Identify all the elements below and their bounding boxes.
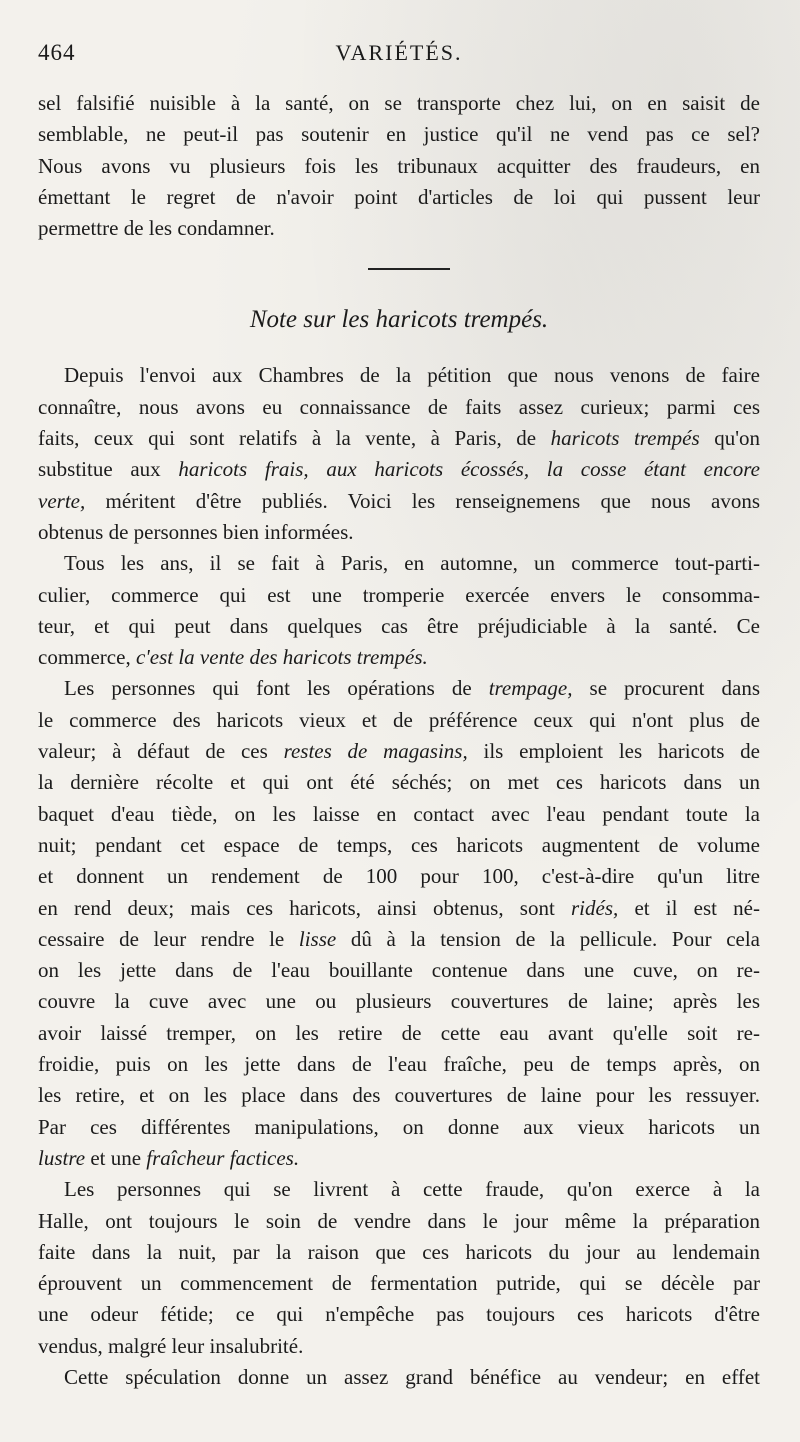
text-line: semblable, ne peut-il pas soutenir en justice qu'il ne vend pas ce sel? bbox=[38, 122, 760, 147]
paragraph-4 bbox=[38, 1174, 760, 1362]
text-line bbox=[38, 642, 760, 673]
text-run: et une bbox=[85, 1145, 147, 1170]
text-run: se procurent dans bbox=[572, 676, 760, 701]
text-line: culier, commerce qui est une tromperie exercée envers le consomma- bbox=[38, 582, 760, 607]
text-line bbox=[38, 1143, 760, 1174]
text-run: en rend deux; mais ces haricots, ainsi obtenus, sont bbox=[38, 895, 571, 920]
text-line: les retire, et on les place dans des couvertures de laine pour les ressuyer. bbox=[38, 1083, 760, 1108]
text-run: méritent d'être publiés. Voici les renseignemens que nous avons bbox=[85, 488, 760, 513]
paragraph-2 bbox=[38, 548, 760, 673]
text-run: substitue aux bbox=[38, 457, 179, 482]
text-line bbox=[38, 893, 760, 924]
text-line: la dernière récolte et qui ont été séchés; on met ces haricots dans un bbox=[38, 770, 760, 795]
italic-run: fraîcheur factices. bbox=[146, 1145, 300, 1170]
page-header bbox=[38, 40, 760, 80]
text-line: émettant le regret de n'avoir point d'articles de loi qui pussent leur bbox=[38, 184, 760, 209]
text-line bbox=[38, 736, 760, 767]
italic-run: trempage, bbox=[488, 676, 573, 701]
text-line: Les personnes qui se livrent à cette fraude, qu'on exerce à la bbox=[64, 1177, 760, 1202]
text-line: Nous avons vu plusieurs fois les tribunaux acquitter des fraudeurs, en bbox=[38, 153, 760, 178]
italic-run: ridés, bbox=[571, 895, 619, 920]
italic-run: lisse bbox=[298, 926, 337, 951]
text-line: une odeur fétide; ce qui n'empêche pas toujours ces haricots d'être bbox=[38, 1302, 760, 1327]
text-run: dû à la tension de la pellicule. Pour cela bbox=[336, 926, 760, 951]
text-line bbox=[38, 423, 760, 454]
text-line bbox=[38, 924, 760, 955]
text-line bbox=[38, 673, 760, 704]
text-run: ils emploient les haricots de bbox=[467, 739, 760, 764]
text-line: baquet d'eau tiède, on les laisse en contact avec l'eau pendant toute la bbox=[38, 801, 760, 826]
text-line: Depuis l'envoi aux Chambres de la pétition que nous venons de faire bbox=[64, 363, 760, 388]
italic-run: haricots trempés bbox=[550, 426, 700, 451]
text-line: permettre de les condamner. bbox=[38, 216, 275, 241]
section-title: Note sur les haricots trempés. bbox=[249, 306, 549, 334]
text-line: connaître, nous avons eu connaissance de faits assez curieux; parmi ces bbox=[38, 394, 760, 419]
text-run: qu'on bbox=[699, 426, 760, 451]
text-line: Cette spéculation donne un assez grand bénéfice au vendeur; en effet bbox=[64, 1364, 760, 1389]
text-line: faite dans la nuit, par la raison que ces haricots du jour au lendemain bbox=[38, 1239, 760, 1264]
continuation-paragraph bbox=[38, 88, 760, 244]
text-line: sel falsifié nuisible à la santé, on se transporte chez lui, on en saisit de bbox=[38, 91, 760, 115]
text-line: le commerce des haricots vieux et de préférence ceux qui n'ont plus de bbox=[38, 707, 760, 732]
italic-run: haricots frais, aux haricots écossés, la cosse étant encore bbox=[178, 457, 760, 482]
text-line: vendus, malgré leur insalubrité. bbox=[38, 1333, 304, 1358]
text-run: cessaire de leur rendre le bbox=[38, 926, 299, 951]
paragraph-1 bbox=[38, 360, 760, 548]
paragraph-3 bbox=[38, 673, 760, 1174]
text-line: nuit; pendant cet espace de temps, ces haricots augmentent de volume bbox=[38, 832, 760, 857]
italic-run: verte, bbox=[38, 488, 86, 513]
text-line bbox=[38, 454, 760, 485]
text-run: faits, ceux qui sont relatifs à la vente, à Paris, de bbox=[38, 426, 551, 451]
section-divider bbox=[38, 244, 760, 290]
paragraph-5 bbox=[38, 1362, 760, 1393]
text-line: couvre la cuve avec une ou plusieurs couvertures de laine; après les bbox=[38, 989, 760, 1014]
text-line: avoir laissé tremper, on les retire de cette eau avant qu'elle soit re- bbox=[38, 1020, 760, 1045]
text-line: Par ces différentes manipulations, on donne aux vieux haricots un bbox=[38, 1114, 760, 1139]
text-line bbox=[38, 486, 760, 517]
text-line: teur, et qui peut dans quelques cas être préjudiciable à la santé. Ce bbox=[38, 613, 760, 638]
text-line: froidie, puis on les jette dans de l'eau fraîche, peu de temps après, on bbox=[38, 1052, 760, 1077]
text-line: Tous les ans, il se fait à Paris, en automne, un commerce tout-parti- bbox=[64, 551, 760, 576]
text-line: Halle, ont toujours le soin de vendre dans le jour même la préparation bbox=[38, 1208, 760, 1233]
italic-run: c'est la vente des haricots trempés. bbox=[135, 645, 428, 670]
text-run: et il est né- bbox=[618, 895, 760, 920]
italic-run: lustre bbox=[38, 1145, 86, 1170]
text-run: valeur; à défaut de ces bbox=[38, 739, 284, 764]
text-line: obtenus de personnes bien informées. bbox=[38, 519, 354, 544]
page-number: 464 bbox=[38, 40, 76, 65]
divider-rule bbox=[368, 268, 450, 270]
text-run: Les personnes qui font les opérations de bbox=[64, 676, 489, 701]
text-run: commerce, bbox=[38, 645, 136, 670]
page-body bbox=[38, 88, 760, 1393]
text-line: et donnent un rendement de 100 pour 100, c'est-à-dire qu'un litre bbox=[38, 864, 760, 889]
italic-run: restes de magasins, bbox=[283, 739, 468, 764]
running-head: VARIÉTÉS. bbox=[335, 40, 463, 65]
text-line: éprouvent un commencement de fermentation putride, qui se décèle par bbox=[38, 1271, 760, 1296]
text-line: on les jette dans de l'eau bouillante contenue dans une cuve, on re- bbox=[38, 958, 760, 983]
